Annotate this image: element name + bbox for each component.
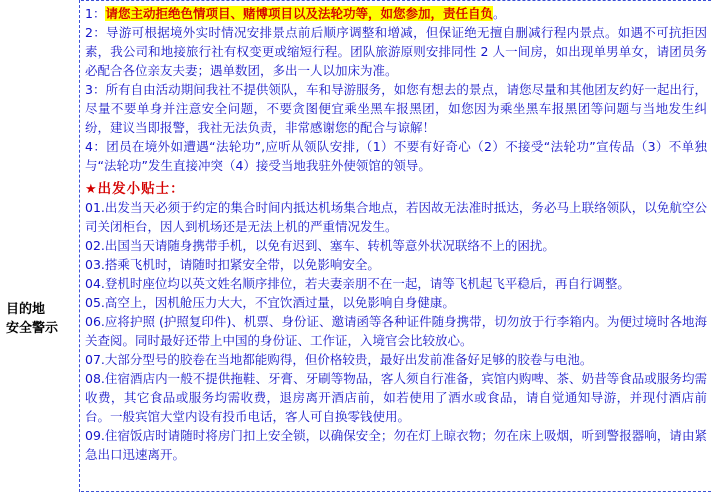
- tip-6-number: 06.: [85, 314, 105, 329]
- tip-2-number: 02.: [85, 238, 105, 253]
- notice-1-highlight: 请您主动拒绝色情项目、赌博项目以及法轮功等，如您参加，责任自负: [105, 6, 493, 21]
- notice-4-text: 团员在境外如遭遇“法轮功”,应听从领队安排,（1）不要有好奇心（2）不接受“法轮功”宣传品（3）不单独与“法轮功”发生直接冲突（4）接受当地我驻外使领馆的领导。: [85, 139, 708, 173]
- notice-1-number: 1：: [85, 6, 106, 21]
- tip-item-8: [85, 369, 707, 426]
- tip-3-number: 03.: [85, 257, 105, 272]
- tip-item-5: [85, 293, 707, 312]
- notice-2-number: 2：: [85, 25, 107, 40]
- notice-3-number: 3：: [85, 82, 106, 97]
- tip-5-number: 05.: [85, 295, 105, 310]
- tip-item-7: [85, 350, 707, 369]
- tip-7-text: 大部分型号的胶卷在当地都能购得，但价格较贵，最好出发前准备好足够的胶卷与电池。: [104, 352, 593, 367]
- tip-7-number: 07.: [85, 352, 105, 367]
- notice-4-number: 4：: [85, 139, 107, 154]
- notice-3-text: 所有自由活动期间我社不提供领队，车和导游服务，如您有想去的景点，请您尽量和其他团友约好一起出行，尽量不要单身并注意安全问题，不要贪图便宜乘坐黑车报黑团，如您因为乘坐黑车报黑团等问题与当地发生纠纷，建议当即报警，我社无法负责，非常感谢您的配合与谅解！: [85, 82, 707, 135]
- tip-3-text: 搭乘飞机时，请随时扣紧安全带，以免影响安全。: [104, 257, 380, 272]
- tip-5-text: 高空上，因机舱压力大大，不宜饮酒过量，以免影响自身健康。: [104, 295, 455, 310]
- notice-item-4: [85, 137, 707, 175]
- departure-tips-heading-text: 出发小贴士：: [97, 181, 185, 197]
- left-label-column: [0, 0, 80, 492]
- tip-2-text: 出国当天请随身携带手机，以免有迟到、塞车、转机等意外状况联络不上的困扰。: [104, 238, 555, 253]
- notice-1-tail: 。: [492, 6, 506, 21]
- tip-6-text: 应将护照 (护照复印件)、机票、身份证、邀请函等各种证件随身携带，切勿放于行李箱内。为便过境时各地海关查阅。同时最好还带上中国的身份证、工作证，入境官会比较放心。: [85, 314, 707, 348]
- notice-item-2: [85, 23, 707, 80]
- tip-item-1: [85, 198, 707, 236]
- tip-8-number: 08.: [85, 371, 105, 386]
- departure-tips-heading: [85, 177, 707, 197]
- tip-9-number: 09.: [85, 428, 105, 443]
- label-line-safety-warning: 安全警示: [6, 321, 59, 336]
- tip-item-2: [85, 236, 707, 255]
- tip-item-6: [85, 312, 707, 350]
- tip-9-text: 住宿饭店时请随时将房门扣上安全锁，以确保安全；勿在灯上晾衣物；勿在床上吸烟，听到警报器响，请由紧急出口迅速离开。: [85, 428, 707, 462]
- notice-2-text: 导游可根据境外实时情况安排景点前后顺序调整和增减，但保证绝无擅自删减行程内景点。如遇不可抗拒因素，我公司和地接旅行社有权变更或缩短行程。团队旅游原则安排同性 2 人一间房，如出现单男单女，请团员务必配合各位亲友夫妻；遇单数团，多出一人以加床为准。: [85, 25, 707, 78]
- tip-4-number: 04.: [85, 276, 105, 291]
- label-line-destination: 目的地: [6, 302, 46, 317]
- tip-item-3: [85, 255, 707, 274]
- tip-item-9: [85, 426, 707, 464]
- tip-8-text: 住宿酒店内一般不提供拖鞋、牙膏、牙刷等物品，客人须自行准备，宾馆内购啤、茶、奶昔等食品或服务均需收费，其它食品或服务均需收费，退房离开酒店前，如若使用了酒水或食品，请自觉通知导游，并现付酒店前台。一般宾馆大堂内设有投币电话，客人可自换零钱使用。: [85, 371, 707, 424]
- tip-item-4: [85, 274, 707, 293]
- notice-item-1: [85, 4, 707, 23]
- tip-1-number: 01.: [85, 200, 105, 215]
- notice-item-3: [85, 80, 707, 137]
- notice-content-column: [81, 0, 711, 492]
- tip-1-text: 出发当天必须于约定的集合时间内抵达机场集合地点，若因故无法准时抵达，务必马上联络领队，以免航空公司关闭柜台，因人到机场还是无法上机的严重情况发生。: [85, 200, 707, 234]
- tip-4-text: 登机时座位均以英文姓名顺序排位，若夫妻亲朋不在一起，请等飞机起飞平稳后，再自行调整。: [104, 276, 630, 291]
- destination-safety-label: [6, 300, 78, 338]
- star-icon: ★: [85, 182, 98, 197]
